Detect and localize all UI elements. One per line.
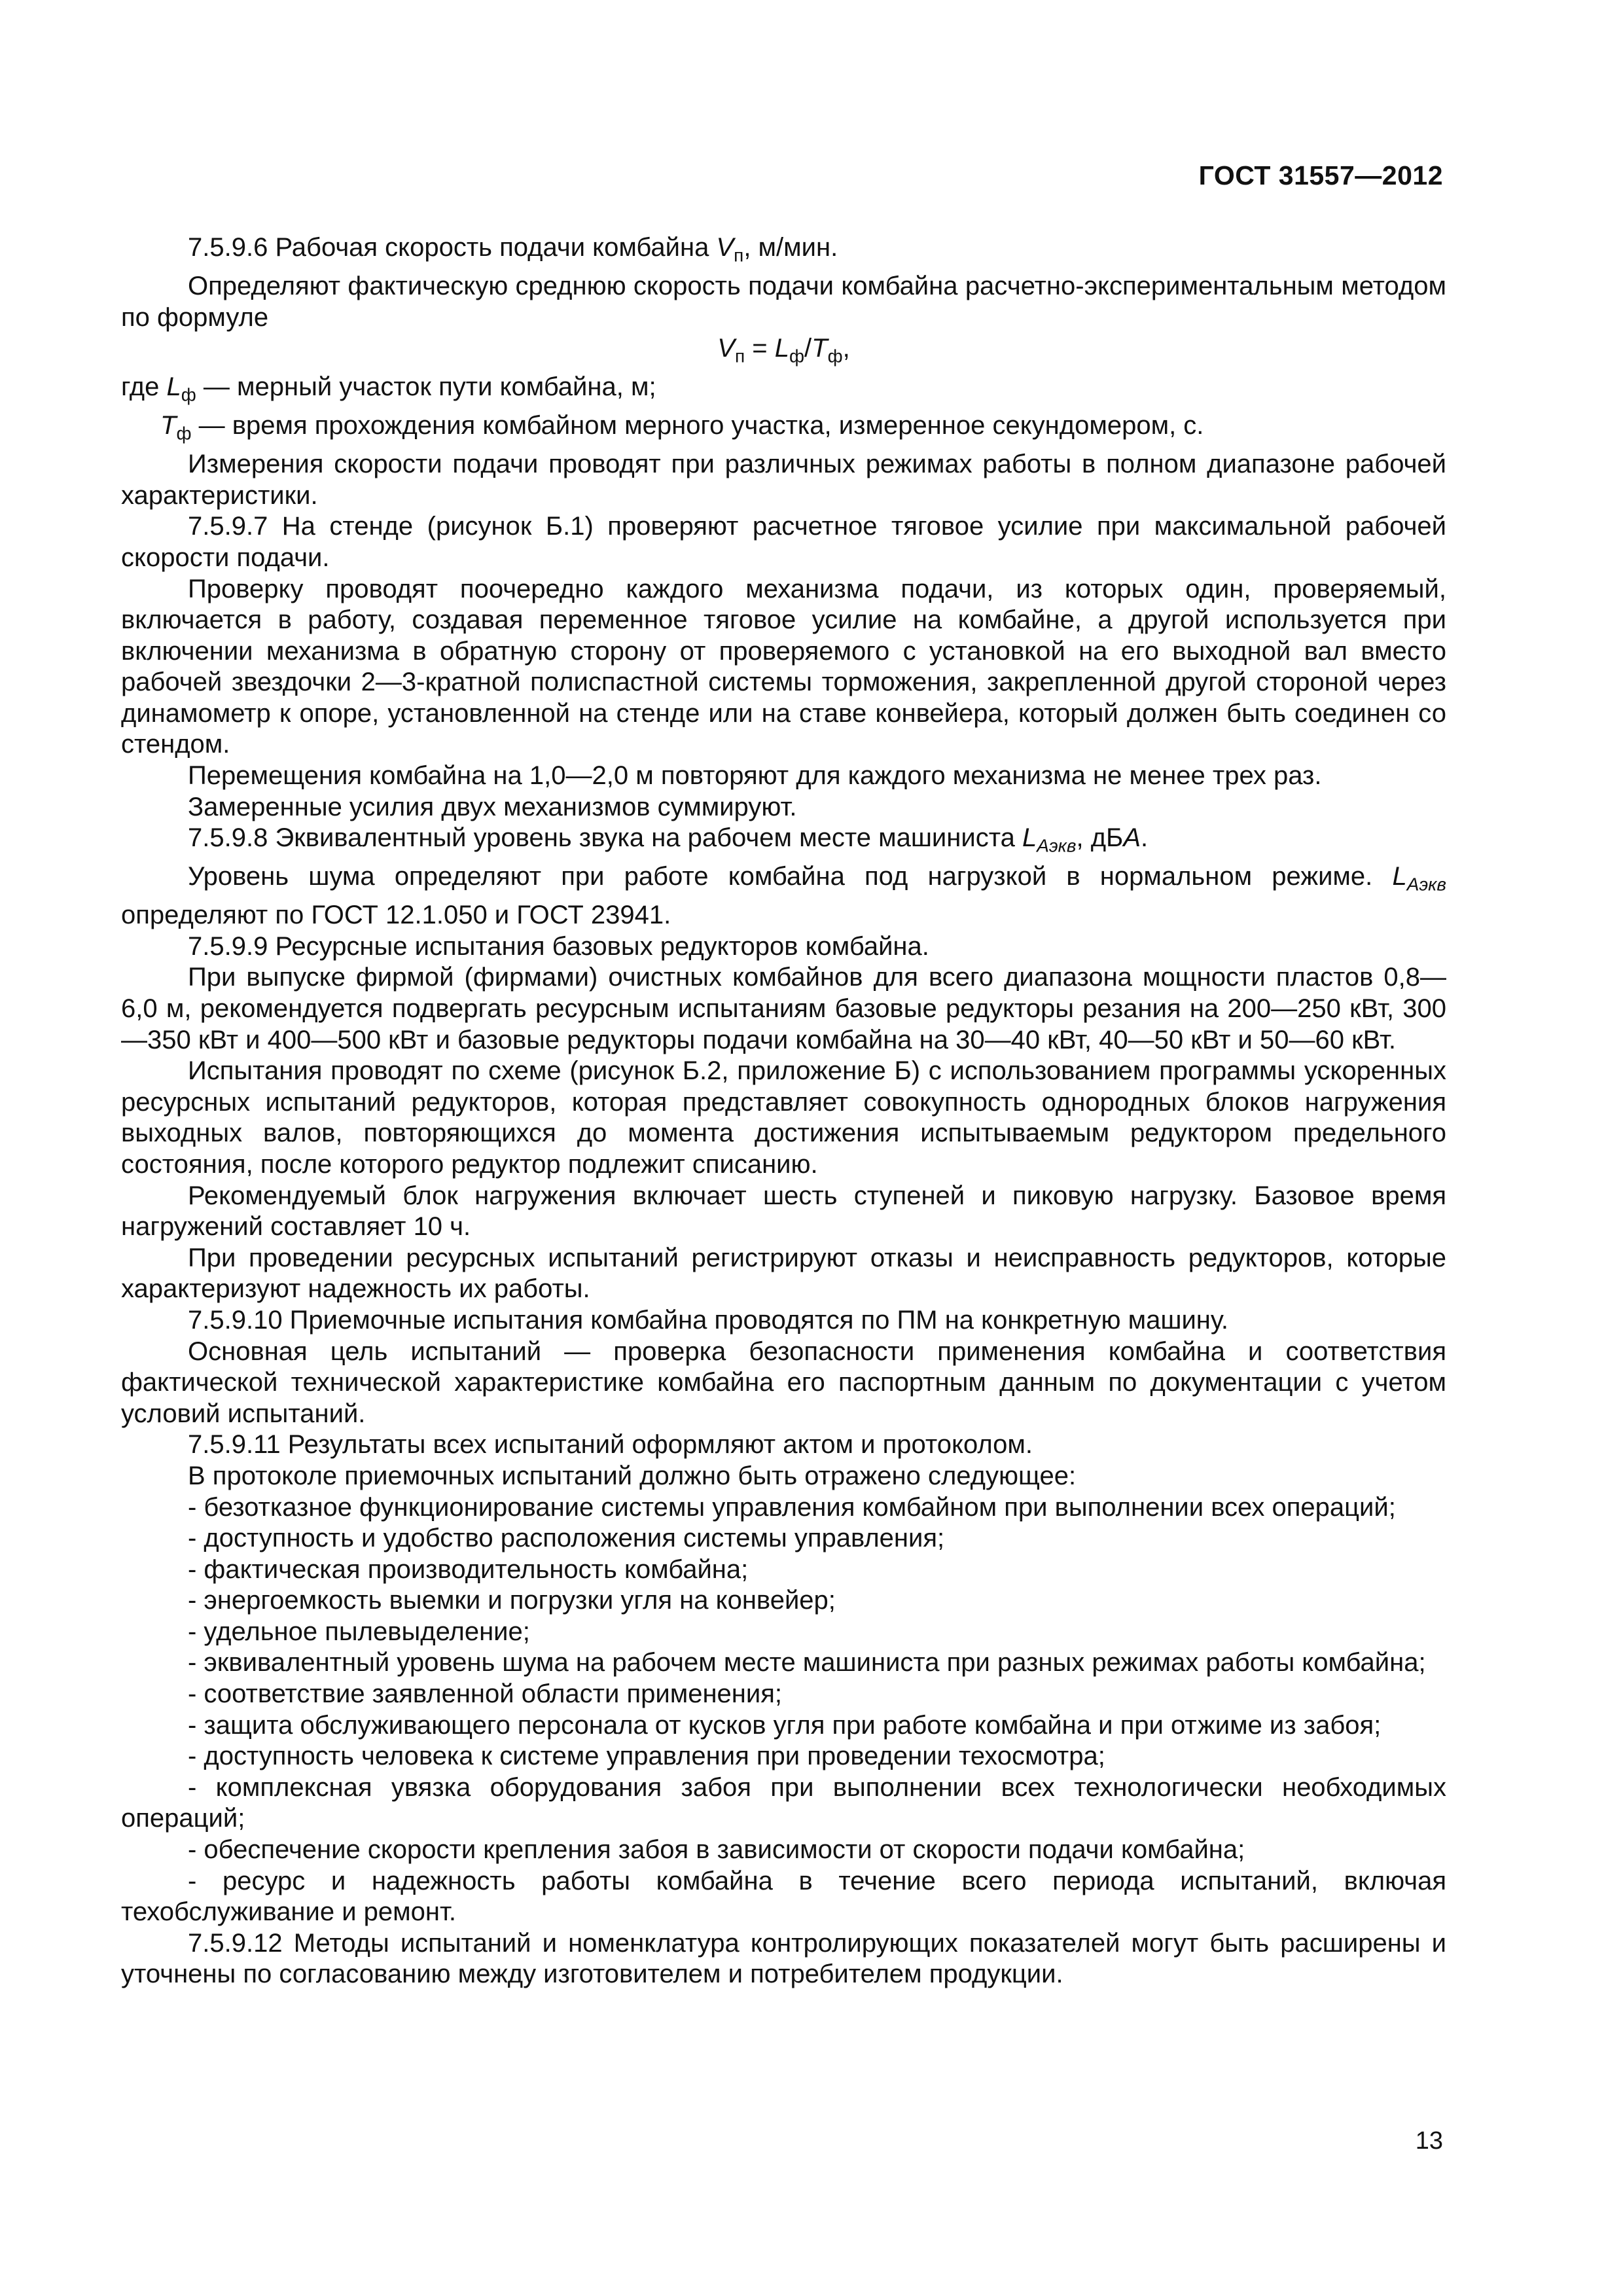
formula-legend-t: $T_ф$ — время прохождения комбайном мерного участка, измеренное секундомером, с. — [160, 411, 1204, 444]
list-item: - комплексная увязка оборудования забоя при выполнении всех технологически необходимых операций; — [121, 1772, 1446, 1833]
paragraph: Уровень шума определяют при работе комбайна под нагрузкой в нормальном режиме. $L_{Aэкв}$ определяют по ГОСТ 12.1.050 и ГОСТ 23941. — [121, 862, 1446, 930]
document-id-header: ГОСТ 31557—2012 — [1198, 160, 1443, 190]
list-item: - безотказное функционирование системы управления комбайном при выполнении всех операций; — [188, 1492, 1396, 1522]
formula-legend-l: где $L_ф$ — мерный участок пути комбайна, м; — [121, 372, 656, 405]
list-item: - ресурс и надежность работы комбайна в течение всего периода испытаний, включая техобслуживание и ремонт. — [121, 1866, 1446, 1927]
paragraph: Измерения скорости подачи проводят при различных режимах работы в полном диапазоне рабочей характеристики. — [121, 450, 1446, 510]
clause-7-5-9-10: 7.5.9.10 Приемочные испытания комбайна проводятся по ПМ на конкретную машину. — [188, 1305, 1228, 1335]
paragraph: Перемещения комбайна на 1,0—2,0 м повторяют для каждого механизма не менее трех раз. — [188, 761, 1322, 791]
paragraph: Основная цель испытаний — проверка безопасности применения комбайна и соответствия фактической технической характеристике комбайна его паспортным данным по документации с учетом условий испытаний. — [121, 1336, 1446, 1428]
paragraph: Проверку проводят поочередно каждого механизма подачи, из которых один, проверяемый, включается в работу, создавая переменное тяговое усилие на комбайне, а другой используется при включении механизма в обратную сторону от проверяемого с установкой на его выходной вал вместо рабочей звездочки 2—3-кратной полиспастной системы торможения, закрепленной другой стороной через динамометр к опоре, установленной на стенде или на ставе конвейера, который должен быть соединен со стендом. — [121, 574, 1446, 759]
paragraph: Замеренные усилия двух механизмов суммируют. — [188, 792, 797, 821]
list-item: - энергоемкость выемки и погрузки угля на конвейер; — [188, 1586, 836, 1615]
clause-7-5-9-12: 7.5.9.12 Методы испытаний и номенклатура контролирующих показателей могут быть расширены и уточнены по согласованию между изготовителем и потребителем продукции. — [121, 1928, 1446, 1989]
clause-7-5-9-9: 7.5.9.9 Ресурсные испытания базовых редукторов комбайна. — [188, 931, 929, 961]
clause-7-5-9-8: 7.5.9.8 Эквивалентный уровень звука на рабочем месте машиниста $L_{Aэкв}$, дБA. — [188, 823, 1149, 856]
clause-7-5-9-6: 7.5.9.6 Рабочая скорость подачи комбайна $V_п$, м/мин. — [188, 233, 838, 266]
paragraph: При выпуске фирмой (фирмами) очистных комбайнов для всего диапазона мощности пластов 0,8—6,0 м, рекомендуется подвергать ресурсным испытаниям базовые редукторы резания на 200—250 кВт, 300—350 кВт и 400—500 кВт и базовые редукторы подачи комбайна на 30—40 кВт, 40—50 кВт и 50—60 кВт. — [121, 963, 1446, 1054]
paragraph: При проведении ресурсных испытаний регистрируют отказы и неисправность редукторов, которые характеризуют надежность их работы. — [121, 1243, 1446, 1304]
page-number: 13 — [1415, 2127, 1443, 2155]
clause-7-5-9-11: 7.5.9.11 Результаты всех испытаний оформляют актом и протоколом. — [188, 1430, 1033, 1460]
paragraph: Испытания проводят по схеме (рисунок Б.2, приложение Б) с использованием программы ускоренных ресурсных испытаний редукторов, которая представляет совокупность однородных блоков нагружения выходных валов, повторяющихся до момента достижения испытываемым редуктором предельного состояния, после которого редуктор подлежит списанию. — [121, 1056, 1446, 1179]
list-item: - защита обслуживающего персонала от кусков угля при работе комбайна и при отжиме из забоя; — [188, 1710, 1382, 1740]
list-item: - доступность и удобство расположения системы управления; — [188, 1524, 945, 1553]
formula: $V_п = L_ф/T_ф$, — [717, 334, 850, 367]
list-item: - доступность человека к системе управления при проведении техосмотра; — [188, 1742, 1105, 1771]
list-item: - соответствие заявленной области применения; — [188, 1679, 782, 1709]
list-item: - эквивалентный уровень шума на рабочем месте машиниста при разных режимах работы комбайна; — [188, 1648, 1426, 1677]
list-item: - обеспечение скорости крепления забоя в зависимости от скорости подачи комбайна; — [188, 1835, 1245, 1865]
document-body — [121, 232, 1446, 1990]
list-item: - фактическая производительность комбайна; — [188, 1554, 749, 1584]
paragraph: Определяют фактическую среднюю скорость подачи комбайна расчетно-экспериментальным методом по формуле — [121, 271, 1446, 332]
list-item: - удельное пылевыделение; — [188, 1617, 530, 1646]
paragraph: Рекомендуемый блок нагружения включает шесть ступеней и пиковую нагрузку. Базовое время нагружений составляет 10 ч. — [121, 1181, 1446, 1242]
clause-7-5-9-7: 7.5.9.7 На стенде (рисунок Б.1) проверяют расчетное тяговое усилие при максимальной рабочей скорости подачи. — [121, 512, 1446, 572]
paragraph: В протоколе приемочных испытаний должно быть отражено следующее: — [188, 1461, 1077, 1490]
